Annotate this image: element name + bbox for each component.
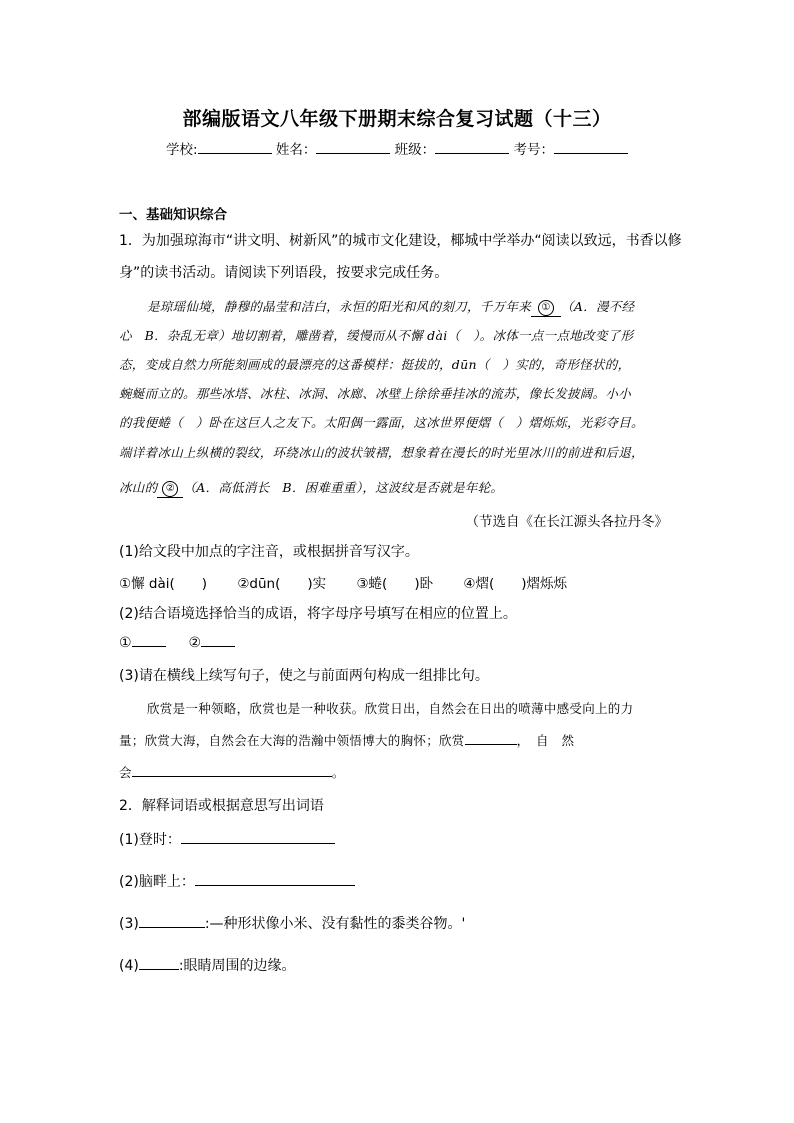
school-label: 学校:: [166, 142, 198, 158]
passage-source: （节选自《在长江源头各拉丹冬》: [465, 514, 668, 530]
sub3-text-line3: 会 。: [119, 765, 345, 780]
passage-line: 的我便蜷（ ）卧在这巨人之友下。太阳偶一露面，这冰世界便熠（ ）熠烁烁，光彩夺目。: [119, 415, 644, 430]
blank-1[interactable]: ①: [531, 299, 561, 317]
sub3-blank-2[interactable]: [132, 764, 332, 777]
passage-line: 态，变成自然力所能刻画成的最漂亮的这番模样：挺拔的，dūn（ ）实的，奇形怪状的，: [119, 357, 631, 372]
q2-blank-2[interactable]: [195, 873, 355, 886]
sub2-label-1: ①: [119, 635, 132, 651]
sub2-label-2: ②: [188, 635, 202, 651]
name-field[interactable]: [316, 141, 390, 154]
school-field[interactable]: [198, 141, 272, 154]
page-title: 部编版语文八年级下册期末综合复习试题（十三）: [182, 108, 612, 130]
sub1-items: [119, 572, 567, 592]
q2-item-1: (1)登时：: [119, 829, 335, 849]
passage-line: 心 B．杂乱无章）地切割着，雕凿着，缓慢而从不懈 dài（ ）。冰体一点一点地改变了形: [119, 328, 634, 343]
class-field[interactable]: [435, 141, 509, 154]
q2-blank-3[interactable]: [139, 915, 205, 928]
q2-item-3: (3) :—种形状像小米、没有黏性的黍类谷物。': [119, 916, 466, 932]
class-label: 班级：: [394, 142, 436, 158]
sub3-blank-1[interactable]: [465, 732, 517, 745]
sub2-blank-1[interactable]: [132, 634, 166, 647]
number-label: 考号：: [513, 142, 554, 158]
passage-line: 端详着冰山上纵横的裂纹，环绕冰山的波状皱褶，想象着在漫长的时光里冰川的前进和后退，: [119, 445, 644, 460]
q2-heading: 2．解释词语或根据意思写出词语: [119, 798, 324, 814]
q1-intro-line2: 身”的读书活动。请阅读下列语段，按要求完成任务。: [119, 265, 449, 281]
sub1-item-4[interactable]: ④熠( )熠烁烁: [463, 576, 568, 592]
passage-line: 是琼瑶仙境，静穆的晶莹和洁白，永恒的阳光和风的刻刀，千万年来 ① （A．漫不经: [147, 297, 707, 317]
sub-question-3: (3)请在横线上续写句子，使之与前面两句构成一组排比句。: [119, 668, 489, 684]
sub1-item-2[interactable]: ②dūn( )实: [237, 576, 327, 592]
number-field[interactable]: [554, 141, 628, 154]
section-heading: 一、基础知识综合: [119, 207, 227, 223]
q1-intro-line1: 1．为加强琼海市“讲文明、树新风”的城市文化建设，椰城中学举办“阅读以致远，书香以修: [119, 233, 682, 249]
q2-item-4: (4) :眼睛周围的边缘。: [119, 958, 296, 974]
q2-blank-4[interactable]: [139, 957, 179, 970]
passage-line: 蜿蜒而立的。那些冰塔、冰柱、冰洞、冰廊、冰壁上徐徐垂挂冰的流苏，像长发披阔。小小: [119, 386, 632, 401]
sub3-text-line1: 欣赏是一种领略，欣赏也是一种收获。欣赏日出，自然会在日出的喷薄中感受向上的力: [147, 701, 634, 716]
sub1-item-1[interactable]: ①懈 dài( ): [119, 576, 208, 592]
student-info-row: [0, 138, 794, 158]
name-label: 姓名：: [275, 142, 317, 158]
blank-2[interactable]: ②: [157, 480, 183, 498]
sub-question-1: (1)给文段中加点的字注音，或根据拼音写汉字。: [119, 544, 419, 560]
passage-line: 冰山的 ② （A．高低消长 B．困难重重），这波纹是否就是年轮。: [119, 478, 679, 498]
sub3-text-line2: 量；欣赏大海，自然会在大海的浩瀚中领悟博大的胸怀；欣赏 ， 自 然: [119, 733, 575, 748]
sub2-blank-2[interactable]: [201, 634, 235, 647]
q2-blank-1[interactable]: [181, 831, 335, 844]
sub-question-2: (2)结合语境选择恰当的成语，将字母序号填写在相应的位置上。: [119, 606, 517, 622]
sub2-items: [119, 634, 235, 651]
q2-item-2: (2)脑畔上：: [119, 871, 355, 891]
sub1-item-3[interactable]: ③蜷( )卧: [356, 576, 434, 592]
